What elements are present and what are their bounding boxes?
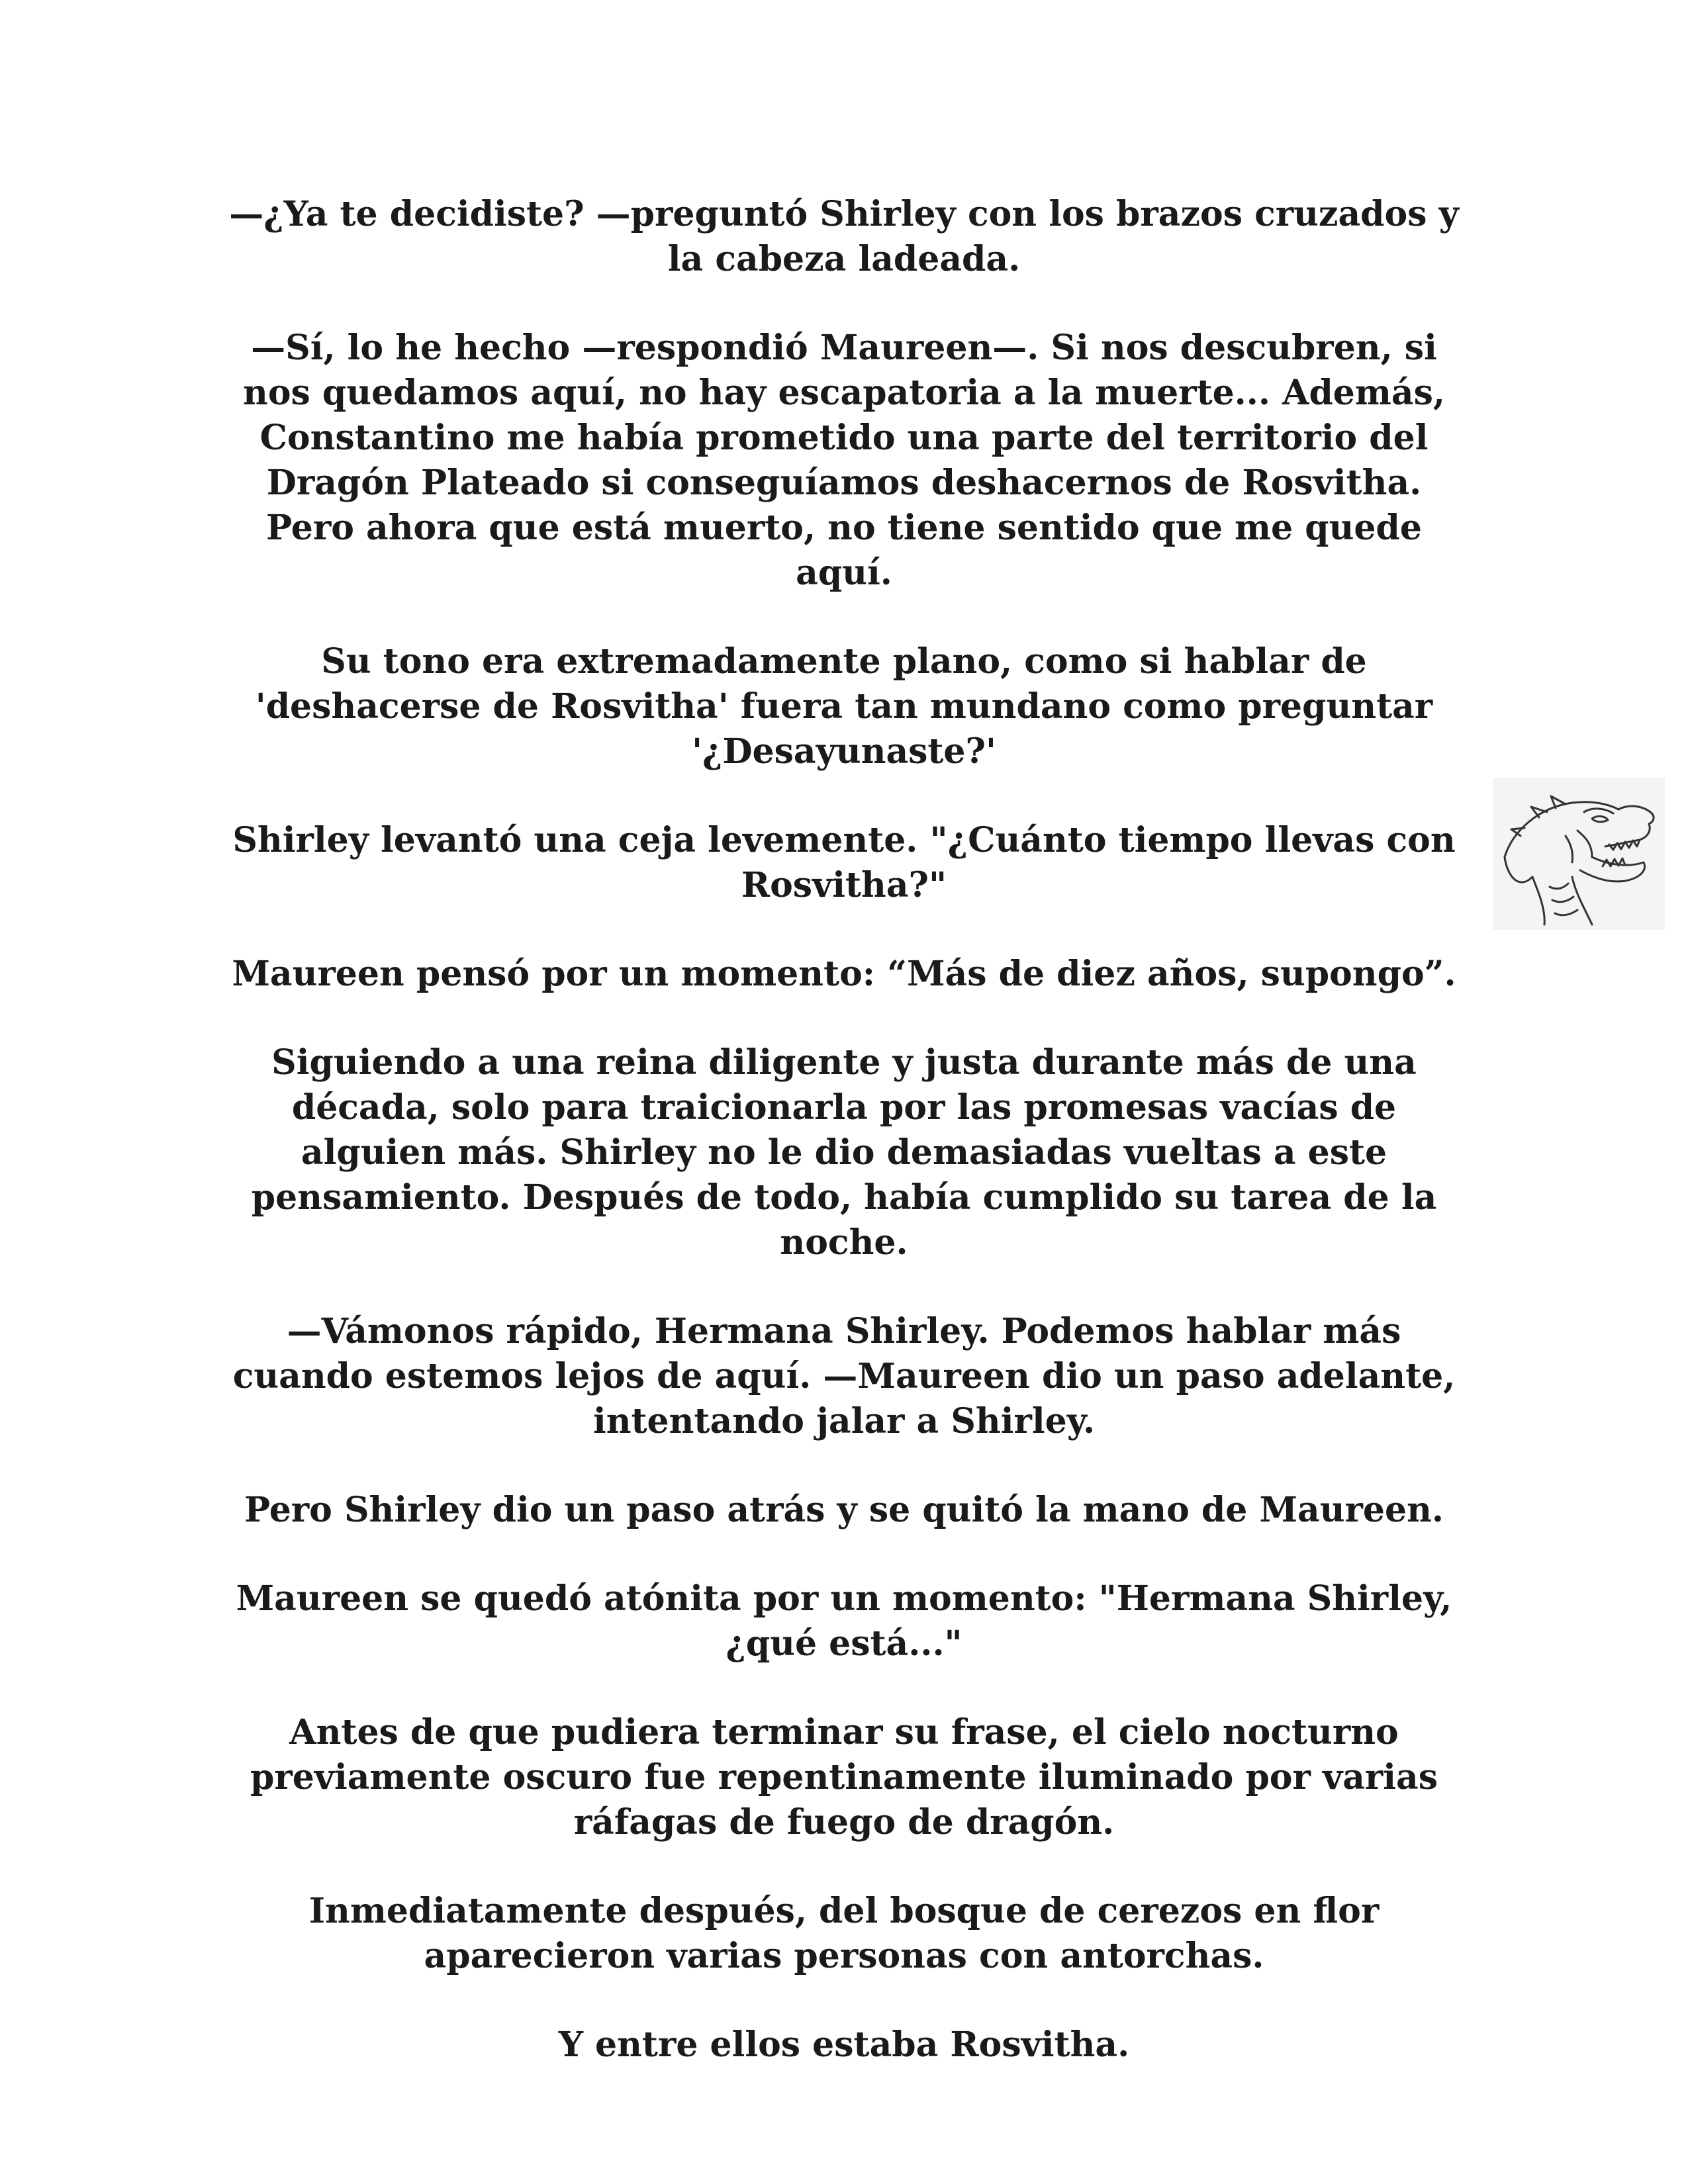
dragon-head-sketch-icon bbox=[1493, 778, 1665, 930]
paragraph-7: —Vámonos rápido, Hermana Shirley. Podemos hablar más cuando estemos lejos de aquí. —Maureen dio un paso adelante, intentando jalar a Shirley. bbox=[232, 1311, 1456, 1441]
paragraph-1: —¿Ya te decidiste? —preguntó Shirley con los brazos cruzados y la cabeza ladeada. bbox=[229, 194, 1459, 279]
paragraph-5: Maureen pensó por un momento: “Más de diez años, supongo”. bbox=[232, 954, 1456, 994]
paragraph-6: Siguiendo a una reina diligente y justa durante más de una década, solo para traicionarla por las promesas vacías de alguien más. Shirley no le dio demasiadas vueltas a este pensamiento. Después de todo, había cumplido su tarea de la noche. bbox=[251, 1042, 1437, 1263]
story-text bbox=[225, 192, 1463, 2111]
paragraph-10: Antes de que pudiera terminar su frase, el cielo nocturno previamente oscuro fue repentinamente iluminado por varias ráfagas de fuego de dragón. bbox=[250, 1712, 1438, 1843]
paragraph-9: Maureen se quedó atónita por un momento: "Hermana Shirley, ¿qué está..." bbox=[236, 1578, 1452, 1664]
paragraph-4: Shirley levantó una ceja levemente. "¿Cuánto tiempo llevas con Rosvitha?" bbox=[232, 820, 1456, 905]
paragraph-11: Inmediatamente después, del bosque de cerezos en flor aparecieron varias personas con antorchas. bbox=[308, 1891, 1380, 1976]
paragraph-2: —Sí, lo he hecho —respondió Maureen—. Si nos descubren, si nos quedamos aquí, no hay escapatoria a la muerte... Además, Constantino me había prometido una parte del territorio del Dragón Plateado si conseguíamos deshacernos de Rosvitha. Pero ahora que está muerto, no tiene sentido que me quede aquí. bbox=[243, 328, 1445, 593]
paragraph-3: Su tono era extremadamente plano, como si hablar de 'deshacerse de Rosvitha' fuera tan mundano como preguntar '¿Desayunaste?' bbox=[255, 641, 1433, 772]
paragraph-12: Y entre ellos estaba Rosvitha. bbox=[558, 2025, 1130, 2065]
paragraph-8: Pero Shirley dio un paso atrás y se quitó la mano de Maureen. bbox=[244, 1490, 1444, 1530]
